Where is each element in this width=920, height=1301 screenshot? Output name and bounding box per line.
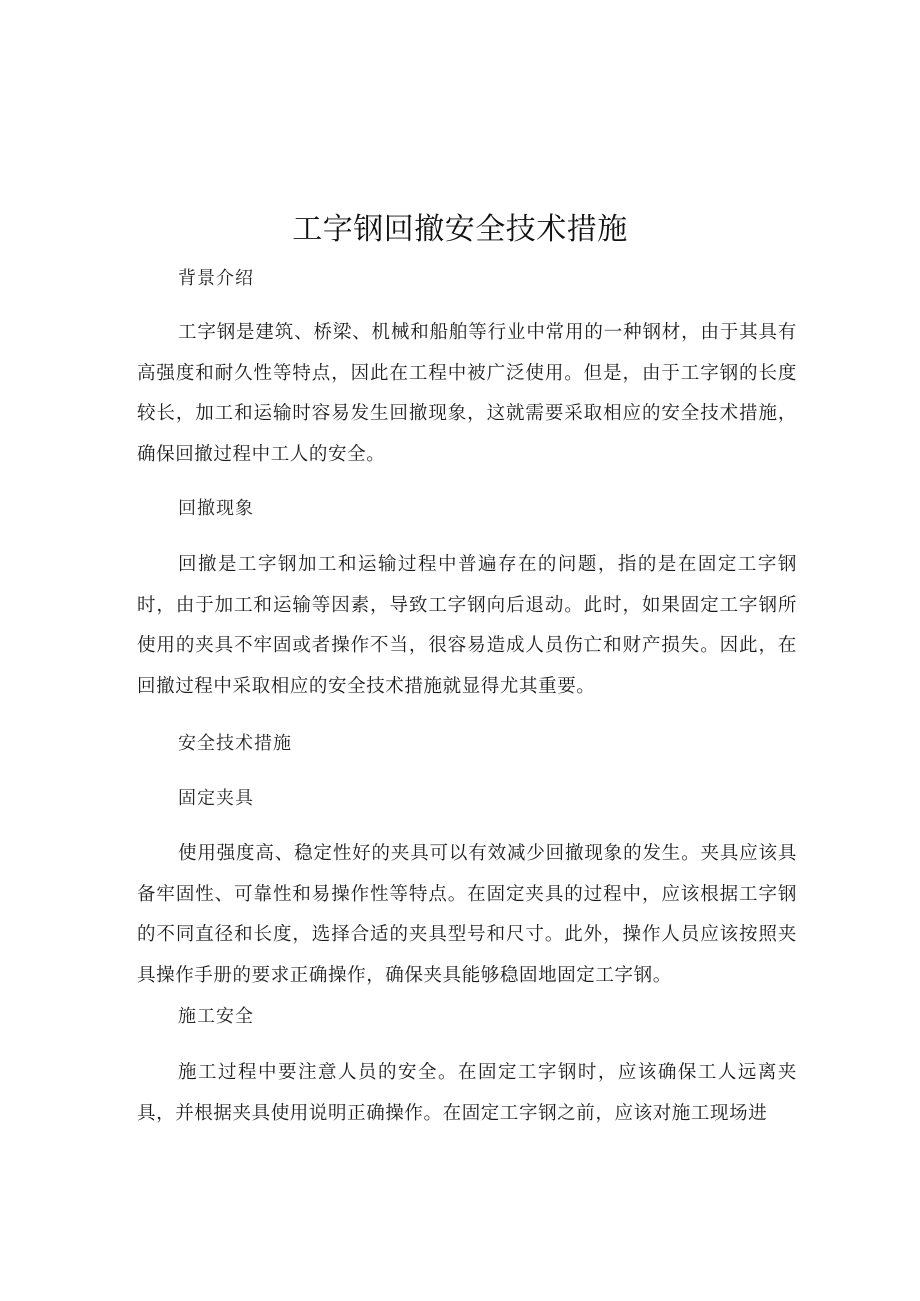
section-heading-fixing-clamps: 固定夹具 (178, 788, 254, 809)
paragraph-background: 工字钢是建筑、桥梁、机械和船舶等行业中常用的一种钢材，由于其具有高强度和耐久性等特点，因此在工程中被广泛使用。但是，由于工字钢的长度较长，加工和运输时容易发生回撤现象，这就需要采取相应的安全技术措施，确保回撤过程中工人的安全。 (137, 322, 797, 465)
section-heading-retraction-phenomenon: 回撤现象 (178, 498, 254, 519)
paragraph-construction-safety: 施工过程中要注意人员的安全。在固定工字钢时，应该确保工人远离夹具，并根据夹具使用说明正确操作。在固定工字钢之前，应该对施工现场进 (137, 1062, 797, 1124)
section-heading-background: 背景介绍 (178, 268, 254, 289)
paragraph-fixing-clamps: 使用强度高、稳定性好的夹具可以有效减少回撤现象的发生。夹具应该具备牢固性、可靠性和易操作性等特点。在固定夹具的过程中，应该根据工字钢的不同直径和长度，选择合适的夹具型号和尺寸。此外，操作人员应该按照夹具操作手册的要求正确操作，确保夹具能够稳固地固定工字钢。 (137, 843, 797, 986)
section-heading-safety-measures: 安全技术措施 (178, 733, 292, 754)
paragraph-retraction-phenomenon: 回撤是工字钢加工和运输过程中普遍存在的问题，指的是在固定工字钢时，由于加工和运输等因素，导致工字钢向后退动。此时，如果固定工字钢所使用的夹具不牢固或者操作不当，很容易造成人员伤亡和财产损失。因此，在回撤过程中采取相应的安全技术措施就显得尤其重要。 (137, 554, 797, 697)
section-heading-construction-safety: 施工安全 (178, 1006, 254, 1027)
document-title: 工字钢回撤安全技术措施 (292, 212, 628, 247)
